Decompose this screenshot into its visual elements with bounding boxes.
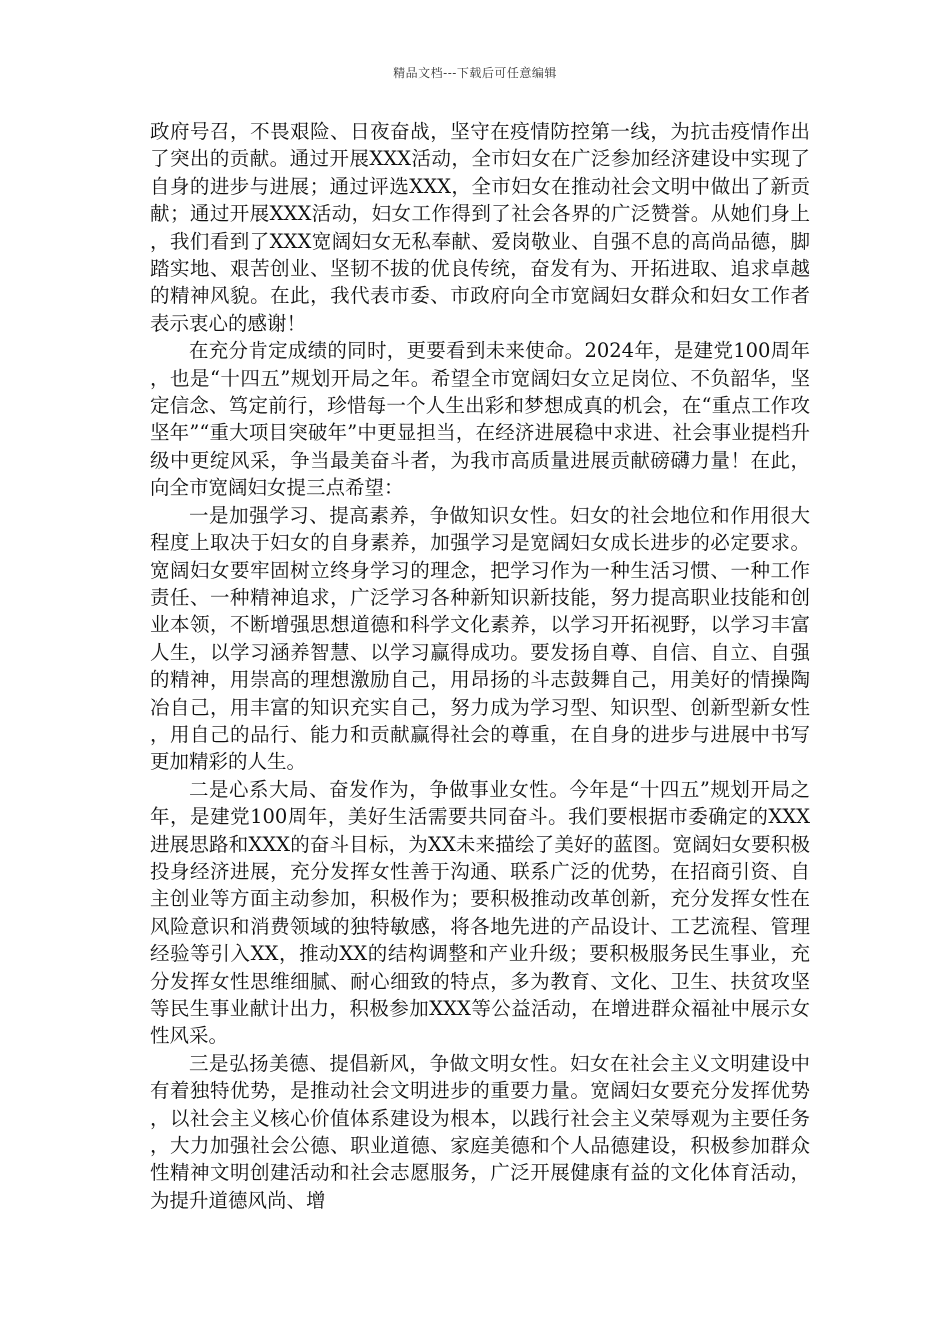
document-body bbox=[150, 118, 810, 1214]
paragraph-2: 在充分肯定成绩的同时，更要看到未来使命。2024年，是建党100周年，也是“十四五”规划开局之年。希望全市宽阔妇女立足岗位、不负韶华，坚定信念、笃定前行，珍惜每一个人生出彩和梦想成真的机会，在“重点工作攻坚年”“重大项目突破年”中更显担当，在经济进展稳中求进、社会事业提档升级中更绽风采，争当最美奋斗者，为我市高质量进展贡献磅礴力量！在此，向全市宽阔妇女提三点希望： bbox=[150, 339, 810, 500]
paragraph-5: 三是弘扬美德、提倡新风，争做文明女性。妇女在社会主义文明建设中有着独特优势，是推动社会文明进步的重要力量。宽阔妇女要充分发挥优势，以社会主义核心价值体系建设为根本，以践行社会主义荣辱观为主要任务，大力加强社会公德、职业道德、家庭美德和个人品德建设，积极参加群众性精神文明创建活动和社会志愿服务，广泛开展健康有益的文化体育活动，为提升道德风尚、增 bbox=[150, 1051, 810, 1212]
paragraph-1: 政府号召，不畏艰险、日夜奋战，坚守在疫情防控第一线，为抗击疫情作出了突出的贡献。通过开展XXX活动，全市妇女在广泛参加经济建设中实现了自身的进步与进展；通过评选XXX，全市妇女在推动社会文明中做出了新贡献；通过开展XXX活动，妇女工作得到了社会各界的广泛赞誉。从她们身上，我们看到了XXX宽阔妇女无私奉献、爱岗敬业、自强不息的高尚品德，脚踏实地、艰苦创业、坚韧不拔的优良传统，奋发有为、开拓进取、追求卓越的精神风貌。在此，我代表市委、市政府向全市宽阔妇女群众和妇女工作者表示衷心的感谢！ bbox=[150, 120, 810, 335]
paragraph-4: 二是心系大局、奋发作为，争做事业女性。今年是“十四五”规划开局之年，是建党100周年，美好生活需要共同奋斗。我们要根据市委确定的XXX进展思路和XXX的奋斗目标，为XX未来描绘了美好的蓝图。宽阔妇女要积极投身经济进展，充分发挥女性善于沟通、联系广泛的优势，在招商引资、自主创业等方面主动参加，积极作为；要积极推动改革创新，充分发挥女性在风险意识和消费领域的独特敏感，将各地先进的产品设计、工艺流程、管理经验等引入XX，推动XX的结构调整和产业升级；要积极服务民生事业，充分发挥女性思维细腻、耐心细致的特点，多为教育、文化、卫生、扶贫攻坚等民生事业献计出力，积极参加XXX等公益活动，在增进群众福祉中展示女性风采。 bbox=[150, 777, 810, 1048]
paragraph-3: 一是加强学习、提高素养，争做知识女性。妇女的社会地位和作用很大程度上取决于妇女的自身素养，加强学习是宽阔妇女成长进步的必定要求。宽阔妇女要牢固树立终身学习的理念，把学习作为一种生活习惯、一种工作责任、一种精神追求，广泛学习各种新知识新技能，努力提高职业技能和创业本领，不断增强思想道德和科学文化素养，以学习开拓视野，以学习丰富人生，以学习涵养智慧、以学习赢得成功。要发扬自尊、自信、自立、自强的精神，用崇高的理想激励自己，用昂扬的斗志鼓舞自己，用美好的情操陶冶自己，用丰富的知识充实自己，努力成为学习型、知识型、创新型新女性，用自己的品行、能力和贡献赢得社会的尊重，在自身的进步与进展中书写更加精彩的人生。 bbox=[150, 503, 810, 774]
header-note: 精品文档---下载后可任意编辑 bbox=[393, 66, 557, 80]
